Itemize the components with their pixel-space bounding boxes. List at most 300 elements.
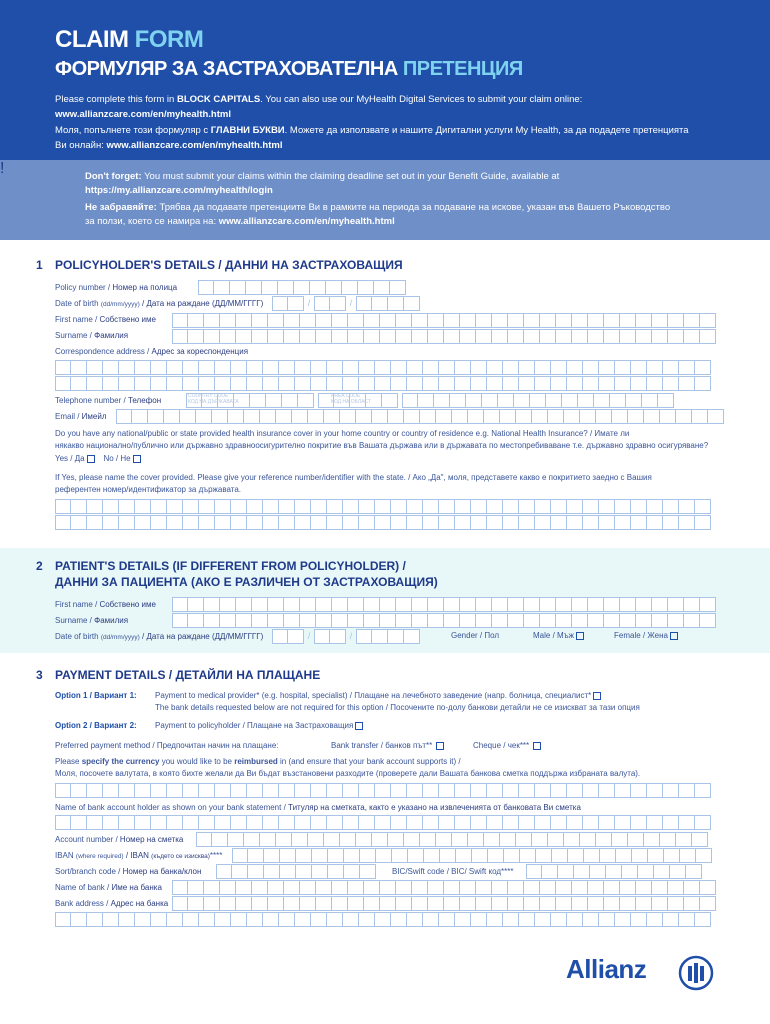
char-box[interactable] [343, 360, 359, 375]
char-box[interactable] [663, 376, 679, 391]
char-box[interactable] [450, 393, 466, 408]
char-box[interactable] [516, 832, 532, 847]
char-box[interactable] [296, 848, 312, 863]
char-box[interactable] [103, 815, 119, 830]
char-box[interactable] [87, 360, 103, 375]
char-box[interactable] [232, 848, 248, 863]
char-box[interactable] [55, 376, 71, 391]
char-box[interactable] [439, 783, 455, 798]
char-box[interactable] [167, 515, 183, 530]
char-box[interactable] [455, 815, 471, 830]
char-box[interactable] [396, 597, 412, 612]
char-box[interactable] [311, 376, 327, 391]
char-box[interactable] [503, 783, 519, 798]
char-box[interactable] [588, 597, 604, 612]
char-box[interactable] [230, 280, 246, 295]
char-box[interactable] [268, 313, 284, 328]
char-box[interactable] [236, 597, 252, 612]
char-box[interactable] [372, 296, 388, 311]
char-box[interactable] [508, 597, 524, 612]
char-box[interactable] [231, 815, 247, 830]
char-box[interactable] [348, 613, 364, 628]
char-box[interactable] [492, 896, 508, 911]
char-box[interactable] [198, 280, 214, 295]
char-box[interactable] [404, 629, 420, 644]
char-box[interactable] [535, 912, 551, 927]
char-box[interactable] [548, 832, 564, 847]
char-box[interactable] [220, 329, 236, 344]
char-box[interactable] [620, 613, 636, 628]
char-box[interactable] [135, 783, 151, 798]
char-box[interactable] [252, 896, 268, 911]
char-box[interactable] [268, 597, 284, 612]
char-box[interactable] [327, 376, 343, 391]
char-box[interactable] [250, 393, 266, 408]
yes-checkbox[interactable] [87, 455, 95, 463]
char-box[interactable] [439, 499, 455, 514]
char-box[interactable] [487, 783, 503, 798]
char-box[interactable] [487, 912, 503, 927]
char-box[interactable] [278, 280, 294, 295]
char-box[interactable] [359, 499, 375, 514]
char-box[interactable] [116, 409, 132, 424]
char-box[interactable] [652, 880, 668, 895]
char-box[interactable] [284, 896, 300, 911]
char-box[interactable] [658, 393, 674, 408]
char-box[interactable] [508, 313, 524, 328]
char-box[interactable] [343, 815, 359, 830]
char-box[interactable] [663, 360, 679, 375]
notice-en-url[interactable]: https://my.allianzcare.com/myhealth/login [85, 185, 273, 196]
char-box[interactable] [247, 815, 263, 830]
holder-name-boxes[interactable] [55, 815, 711, 830]
char-box[interactable] [695, 783, 711, 798]
char-box[interactable] [455, 376, 471, 391]
char-box[interactable] [564, 832, 580, 847]
char-box[interactable] [188, 613, 204, 628]
char-box[interactable] [556, 613, 572, 628]
char-box[interactable] [263, 515, 279, 530]
char-box[interactable] [151, 376, 167, 391]
char-box[interactable] [452, 832, 468, 847]
char-box[interactable] [567, 515, 583, 530]
char-box[interactable] [87, 815, 103, 830]
char-box[interactable] [391, 912, 407, 927]
char-box[interactable] [695, 815, 711, 830]
char-box[interactable] [408, 848, 424, 863]
char-box[interactable] [356, 296, 372, 311]
first-name-boxes[interactable] [172, 313, 716, 328]
char-box[interactable] [252, 329, 268, 344]
char-box[interactable] [279, 783, 295, 798]
char-box[interactable] [252, 313, 268, 328]
char-box[interactable] [199, 783, 215, 798]
char-box[interactable] [87, 783, 103, 798]
char-box[interactable] [215, 912, 231, 927]
char-box[interactable] [444, 896, 460, 911]
char-box[interactable] [574, 864, 590, 879]
char-box[interactable] [684, 613, 700, 628]
char-box[interactable] [583, 499, 599, 514]
char-box[interactable] [588, 896, 604, 911]
no-checkbox[interactable] [133, 455, 141, 463]
char-box[interactable] [696, 848, 712, 863]
char-box[interactable] [436, 832, 452, 847]
char-box[interactable] [396, 613, 412, 628]
char-box[interactable] [631, 360, 647, 375]
char-box[interactable] [284, 597, 300, 612]
char-box[interactable] [424, 848, 440, 863]
char-box[interactable] [492, 329, 508, 344]
char-box[interactable] [519, 912, 535, 927]
char-box[interactable] [680, 848, 696, 863]
char-box[interactable] [620, 880, 636, 895]
char-box[interactable] [375, 376, 391, 391]
char-box[interactable] [584, 848, 600, 863]
char-box[interactable] [679, 783, 695, 798]
surname-boxes[interactable] [172, 329, 716, 344]
char-box[interactable] [551, 783, 567, 798]
char-box[interactable] [244, 832, 260, 847]
char-box[interactable] [647, 815, 663, 830]
char-box[interactable] [311, 360, 327, 375]
char-box[interactable] [188, 329, 204, 344]
char-box[interactable] [631, 515, 647, 530]
char-box[interactable] [87, 499, 103, 514]
char-box[interactable] [103, 376, 119, 391]
char-box[interactable] [428, 329, 444, 344]
char-box[interactable] [135, 499, 151, 514]
char-box[interactable] [215, 783, 231, 798]
char-box[interactable] [279, 376, 295, 391]
account-number-boxes[interactable] [196, 832, 708, 847]
char-box[interactable] [188, 597, 204, 612]
char-box[interactable] [551, 815, 567, 830]
char-box[interactable] [263, 499, 279, 514]
char-box[interactable] [492, 597, 508, 612]
char-box[interactable] [460, 896, 476, 911]
char-box[interactable] [636, 896, 652, 911]
char-box[interactable] [284, 329, 300, 344]
char-box[interactable] [204, 613, 220, 628]
char-box[interactable] [87, 912, 103, 927]
char-box[interactable] [295, 376, 311, 391]
char-box[interactable] [300, 613, 316, 628]
char-box[interactable] [412, 613, 428, 628]
char-box[interactable] [248, 848, 264, 863]
char-box[interactable] [468, 832, 484, 847]
char-box[interactable] [404, 296, 420, 311]
char-box[interactable] [471, 376, 487, 391]
char-box[interactable] [567, 783, 583, 798]
char-box[interactable] [215, 515, 231, 530]
char-box[interactable] [503, 360, 519, 375]
char-box[interactable] [220, 896, 236, 911]
char-box[interactable] [567, 499, 583, 514]
char-box[interactable] [71, 499, 87, 514]
char-box[interactable] [247, 376, 263, 391]
char-box[interactable] [407, 783, 423, 798]
char-box[interactable] [295, 360, 311, 375]
char-box[interactable] [212, 832, 228, 847]
char-box[interactable] [407, 912, 423, 927]
char-box[interactable] [636, 880, 652, 895]
char-box[interactable] [471, 515, 487, 530]
char-box[interactable] [590, 864, 606, 879]
char-box[interactable] [188, 896, 204, 911]
char-box[interactable] [412, 597, 428, 612]
char-box[interactable] [316, 613, 332, 628]
char-box[interactable] [647, 360, 663, 375]
char-box[interactable] [343, 515, 359, 530]
char-box[interactable] [596, 409, 612, 424]
char-box[interactable] [316, 880, 332, 895]
char-box[interactable] [487, 815, 503, 830]
char-box[interactable] [444, 880, 460, 895]
char-box[interactable] [647, 783, 663, 798]
char-box[interactable] [391, 376, 407, 391]
char-box[interactable] [151, 515, 167, 530]
char-box[interactable] [55, 360, 71, 375]
char-box[interactable] [594, 393, 610, 408]
char-box[interactable] [695, 360, 711, 375]
char-box[interactable] [228, 409, 244, 424]
char-box[interactable] [316, 896, 332, 911]
char-box[interactable] [172, 613, 188, 628]
char-box[interactable] [167, 499, 183, 514]
char-box[interactable] [476, 313, 492, 328]
char-box[interactable] [660, 409, 676, 424]
char-box[interactable] [300, 880, 316, 895]
char-box[interactable] [343, 499, 359, 514]
char-box[interactable] [204, 313, 220, 328]
char-box[interactable] [455, 515, 471, 530]
char-box[interactable] [583, 515, 599, 530]
char-box[interactable] [344, 848, 360, 863]
char-box[interactable] [263, 815, 279, 830]
char-box[interactable] [183, 783, 199, 798]
char-box[interactable] [55, 912, 71, 927]
char-box[interactable] [407, 360, 423, 375]
char-box[interactable] [428, 896, 444, 911]
char-box[interactable] [228, 832, 244, 847]
char-box[interactable] [268, 613, 284, 628]
char-box[interactable] [540, 613, 556, 628]
char-box[interactable] [391, 783, 407, 798]
bank-address-boxes-2[interactable] [55, 912, 711, 927]
char-box[interactable] [220, 597, 236, 612]
char-box[interactable] [599, 912, 615, 927]
char-box[interactable] [103, 360, 119, 375]
char-box[interactable] [567, 912, 583, 927]
char-box[interactable] [460, 329, 476, 344]
char-box[interactable] [535, 783, 551, 798]
bic-boxes[interactable] [526, 864, 702, 879]
char-box[interactable] [263, 783, 279, 798]
char-box[interactable] [332, 880, 348, 895]
notice-bg-url[interactable]: www.allianzcare.com/en/myhealth.html [218, 216, 395, 227]
currency-boxes[interactable] [55, 783, 711, 798]
char-box[interactable] [679, 515, 695, 530]
char-box[interactable] [348, 896, 364, 911]
char-box[interactable] [279, 515, 295, 530]
char-box[interactable] [360, 848, 376, 863]
char-box[interactable] [620, 597, 636, 612]
char-box[interactable] [567, 815, 583, 830]
char-box[interactable] [524, 313, 540, 328]
char-box[interactable] [215, 499, 231, 514]
char-box[interactable] [567, 376, 583, 391]
char-box[interactable] [311, 783, 327, 798]
char-box[interactable] [404, 409, 420, 424]
char-box[interactable] [407, 815, 423, 830]
char-box[interactable] [600, 848, 616, 863]
char-box[interactable] [167, 360, 183, 375]
char-box[interactable] [348, 313, 364, 328]
char-box[interactable] [236, 313, 252, 328]
char-box[interactable] [514, 393, 530, 408]
char-box[interactable] [396, 896, 412, 911]
char-box[interactable] [288, 629, 304, 644]
char-box[interactable] [532, 832, 548, 847]
iban-boxes[interactable] [232, 848, 712, 863]
char-box[interactable] [482, 393, 498, 408]
char-box[interactable] [519, 499, 535, 514]
char-box[interactable] [375, 912, 391, 927]
char-box[interactable] [247, 912, 263, 927]
char-box[interactable] [588, 880, 604, 895]
char-box[interactable] [679, 376, 695, 391]
char-box[interactable] [488, 848, 504, 863]
char-box[interactable] [135, 376, 151, 391]
char-box[interactable] [647, 515, 663, 530]
char-box[interactable] [199, 376, 215, 391]
char-box[interactable] [684, 597, 700, 612]
char-box[interactable] [87, 376, 103, 391]
char-box[interactable] [244, 409, 260, 424]
char-box[interactable] [279, 499, 295, 514]
char-box[interactable] [599, 376, 615, 391]
char-box[interactable] [167, 783, 183, 798]
char-box[interactable] [664, 848, 680, 863]
char-box[interactable] [327, 912, 343, 927]
char-box[interactable] [440, 848, 456, 863]
char-box[interactable] [604, 896, 620, 911]
char-box[interactable] [663, 783, 679, 798]
char-box[interactable] [236, 896, 252, 911]
char-box[interactable] [540, 880, 556, 895]
char-box[interactable] [428, 313, 444, 328]
char-box[interactable] [583, 360, 599, 375]
char-box[interactable] [71, 515, 87, 530]
char-box[interactable] [612, 832, 628, 847]
char-box[interactable] [216, 864, 232, 879]
char-box[interactable] [660, 832, 676, 847]
char-box[interactable] [263, 912, 279, 927]
char-box[interactable] [556, 329, 572, 344]
char-box[interactable] [392, 848, 408, 863]
char-box[interactable] [670, 864, 686, 879]
char-box[interactable] [260, 832, 276, 847]
char-box[interactable] [332, 313, 348, 328]
char-box[interactable] [172, 597, 188, 612]
option1-checkbox[interactable] [593, 692, 601, 700]
char-box[interactable] [71, 376, 87, 391]
char-box[interactable] [572, 313, 588, 328]
char-box[interactable] [540, 313, 556, 328]
char-box[interactable] [358, 280, 374, 295]
char-box[interactable] [308, 409, 324, 424]
char-box[interactable] [604, 597, 620, 612]
char-box[interactable] [188, 880, 204, 895]
char-box[interactable] [578, 393, 594, 408]
char-box[interactable] [652, 896, 668, 911]
char-box[interactable] [556, 896, 572, 911]
char-box[interactable] [380, 613, 396, 628]
char-box[interactable] [668, 597, 684, 612]
char-box[interactable] [280, 864, 296, 879]
char-box[interactable] [375, 360, 391, 375]
char-box[interactable] [364, 329, 380, 344]
char-box[interactable] [695, 515, 711, 530]
char-box[interactable] [164, 409, 180, 424]
char-box[interactable] [236, 613, 252, 628]
char-box[interactable] [388, 296, 404, 311]
char-box[interactable] [412, 880, 428, 895]
char-box[interactable] [279, 912, 295, 927]
address-boxes-1[interactable] [55, 360, 711, 375]
char-box[interactable] [695, 499, 711, 514]
char-box[interactable] [684, 329, 700, 344]
char-box[interactable] [487, 376, 503, 391]
char-box[interactable] [372, 832, 388, 847]
char-box[interactable] [487, 515, 503, 530]
char-box[interactable] [647, 499, 663, 514]
char-box[interactable] [428, 597, 444, 612]
char-box[interactable] [359, 912, 375, 927]
char-box[interactable] [551, 515, 567, 530]
char-box[interactable] [668, 329, 684, 344]
char-box[interactable] [599, 360, 615, 375]
char-box[interactable] [631, 783, 647, 798]
char-box[interactable] [516, 409, 532, 424]
char-box[interactable] [375, 515, 391, 530]
char-box[interactable] [632, 848, 648, 863]
char-box[interactable] [388, 409, 404, 424]
char-box[interactable] [679, 499, 695, 514]
char-box[interactable] [252, 597, 268, 612]
char-box[interactable] [508, 880, 524, 895]
char-box[interactable] [390, 280, 406, 295]
char-box[interactable] [348, 880, 364, 895]
char-box[interactable] [540, 896, 556, 911]
char-box[interactable] [700, 313, 716, 328]
char-box[interactable] [135, 912, 151, 927]
char-box[interactable] [376, 848, 392, 863]
char-box[interactable] [503, 376, 519, 391]
char-box[interactable] [311, 912, 327, 927]
char-box[interactable] [568, 848, 584, 863]
char-box[interactable] [300, 313, 316, 328]
char-box[interactable] [188, 313, 204, 328]
char-box[interactable] [284, 613, 300, 628]
char-box[interactable] [380, 313, 396, 328]
char-box[interactable] [684, 880, 700, 895]
char-box[interactable] [412, 329, 428, 344]
intro-bg-url[interactable]: www.allianzcare.com/en/myhealth.html [106, 140, 283, 151]
char-box[interactable] [360, 864, 376, 879]
char-box[interactable] [615, 499, 631, 514]
